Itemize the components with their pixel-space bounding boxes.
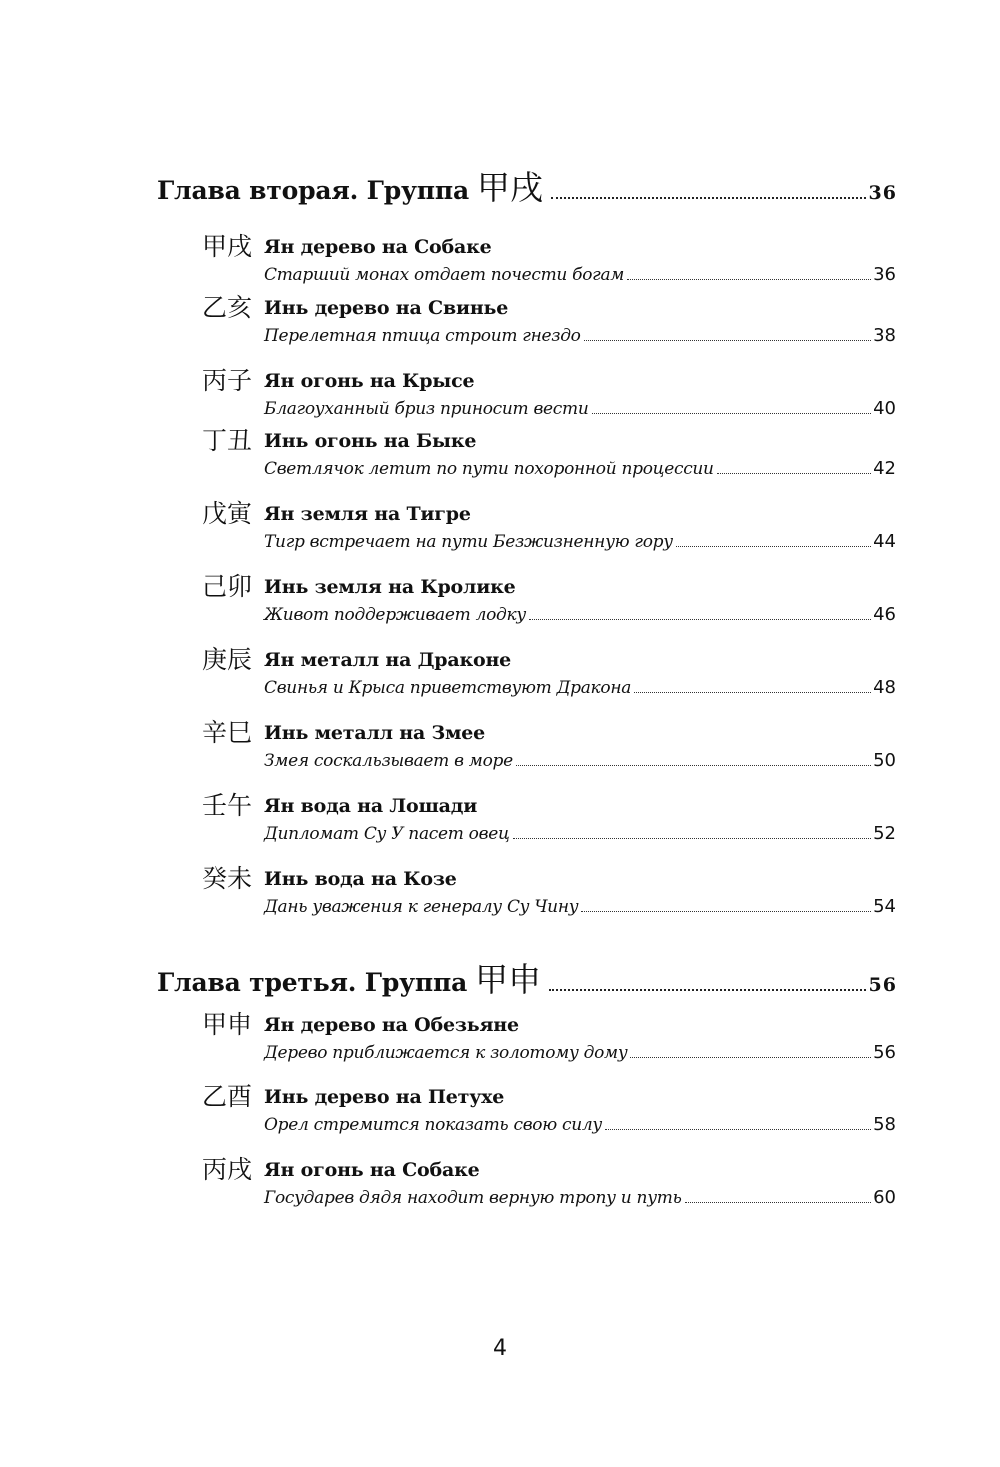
entry-title: Инь огонь на Быке	[264, 430, 477, 452]
entry-page-number: 46	[873, 604, 896, 625]
entry-title: Инь дерево на Свинье	[264, 297, 509, 319]
entry-subline	[264, 531, 896, 557]
entry-page-number: 38	[873, 325, 896, 346]
toc-entry[interactable]	[196, 791, 896, 857]
dot-leader	[549, 989, 865, 991]
entry-title: Инь дерево на Петухе	[264, 1086, 505, 1108]
entry-subtitle: Змея соскальзывает в море	[264, 751, 513, 771]
entry-title: Ян огонь на Крысе	[264, 370, 475, 392]
toc-entry[interactable]	[196, 572, 896, 638]
entry-subtitle: Перелетная птица строит гнездо	[264, 326, 581, 346]
dot-leader	[627, 279, 871, 280]
toc-entry[interactable]	[196, 1010, 896, 1076]
entry-page-number: 54	[873, 896, 896, 917]
entry-page-number: 52	[873, 823, 896, 844]
entry-glyph: 丙戌	[201, 1155, 252, 1184]
entry-page-number: 40	[873, 398, 896, 419]
entry-subtitle: Государев дядя находит верную тропу и путь	[264, 1188, 682, 1208]
toc-entry[interactable]	[196, 1082, 896, 1148]
toc-entry[interactable]	[196, 426, 896, 492]
chapter-title: Глава третья. Группа	[157, 968, 468, 997]
entry-subtitle: Благоуханный бриз приносит вести	[264, 399, 589, 419]
chapter-heading[interactable]	[157, 954, 897, 999]
entry-glyph: 乙亥	[201, 293, 252, 322]
entry-page-number: 42	[873, 458, 896, 479]
entry-subline	[264, 604, 896, 630]
toc-entry[interactable]	[196, 232, 896, 298]
dot-leader	[529, 619, 871, 620]
chapter-heading[interactable]	[157, 162, 897, 207]
entry-title: Инь вода на Козе	[264, 868, 457, 890]
entry-page-number: 36	[873, 264, 896, 285]
entry-title: Ян вода на Лошади	[264, 795, 478, 817]
page-number: 4	[493, 1336, 507, 1361]
entry-page-number: 44	[873, 531, 896, 552]
entry-title: Ян дерево на Обезьяне	[264, 1014, 519, 1036]
entry-subline	[264, 264, 896, 290]
dot-leader	[685, 1202, 872, 1203]
entry-title: Инь земля на Кролике	[264, 576, 516, 598]
entry-page-number: 50	[873, 750, 896, 771]
entry-subline	[264, 1114, 896, 1140]
entry-subline	[264, 398, 896, 424]
entry-subtitle: Дипломат Су У пасет овец	[264, 824, 510, 844]
toc-entry[interactable]	[196, 366, 896, 432]
entry-subline	[264, 896, 896, 922]
entry-glyph: 甲戌	[201, 232, 252, 261]
entry-title: Ян металл на Драконе	[264, 649, 512, 671]
toc-entry[interactable]	[196, 499, 896, 565]
entry-page-number: 56	[873, 1042, 896, 1063]
chapter-page-number: 56	[868, 974, 897, 996]
entry-subline	[264, 750, 896, 776]
toc-entry[interactable]	[196, 1155, 896, 1221]
entry-glyph: 辛巳	[201, 718, 252, 747]
entry-page-number: 48	[873, 677, 896, 698]
dot-leader	[516, 765, 871, 766]
chapter-glyph: 甲戌	[477, 168, 543, 207]
dot-leader	[584, 340, 871, 341]
entry-subtitle: Дерево приближается к золотому дому	[264, 1043, 628, 1063]
toc-entry[interactable]	[196, 645, 896, 711]
entry-glyph: 庚辰	[201, 645, 252, 674]
entry-glyph: 癸未	[201, 864, 252, 893]
dot-leader	[581, 911, 871, 912]
toc-entry[interactable]	[196, 718, 896, 784]
entry-subtitle: Тигр встречает на пути Безжизненную гору	[264, 532, 673, 552]
entry-subline	[264, 677, 896, 703]
entry-glyph: 甲申	[201, 1010, 252, 1039]
dot-leader	[634, 692, 871, 693]
entry-subline	[264, 458, 896, 484]
dot-leader	[513, 838, 872, 839]
entry-subtitle: Дань уважения к генералу Су Чину	[264, 897, 579, 917]
dot-leader	[605, 1129, 871, 1130]
entry-subtitle: Старший монах отдает почести богам	[264, 265, 625, 285]
dot-leader	[630, 1057, 871, 1058]
entry-subline	[264, 1187, 896, 1213]
chapter-page-number: 36	[868, 182, 897, 204]
entry-subline	[264, 325, 896, 351]
toc-entry[interactable]	[196, 864, 896, 930]
entry-subtitle: Свинья и Крыса приветствуют Дракона	[264, 678, 632, 698]
entry-page-number: 58	[873, 1114, 896, 1135]
entry-title: Ян огонь на Собаке	[264, 1159, 480, 1181]
dot-leader	[717, 473, 871, 474]
entry-glyph: 壬午	[201, 791, 252, 820]
entry-glyph: 丙子	[201, 366, 252, 395]
dot-leader	[676, 546, 871, 547]
entry-glyph: 丁丑	[201, 426, 252, 455]
entry-page-number: 60	[873, 1187, 896, 1208]
entry-subline	[264, 1042, 896, 1068]
entry-subline	[264, 823, 896, 849]
entry-subtitle: Орел стремится показать свою силу	[264, 1115, 602, 1135]
entry-glyph: 戊寅	[201, 499, 252, 528]
entry-title: Ян дерево на Собаке	[264, 236, 492, 258]
toc-entry[interactable]	[196, 293, 896, 359]
chapter-title: Глава вторая. Группа	[157, 176, 469, 205]
entry-subtitle: Живот поддерживает лодку	[264, 605, 526, 625]
entry-glyph: 己卯	[201, 572, 252, 601]
entry-subtitle: Светлячок летит по пути похоронной процессии	[264, 459, 714, 479]
entry-title: Ян земля на Тигре	[264, 503, 471, 525]
dot-leader	[551, 197, 866, 199]
entry-glyph: 乙酉	[201, 1082, 252, 1111]
dot-leader	[592, 413, 872, 414]
chapter-glyph: 甲申	[475, 960, 542, 999]
entry-title: Инь металл на Змее	[264, 722, 486, 744]
